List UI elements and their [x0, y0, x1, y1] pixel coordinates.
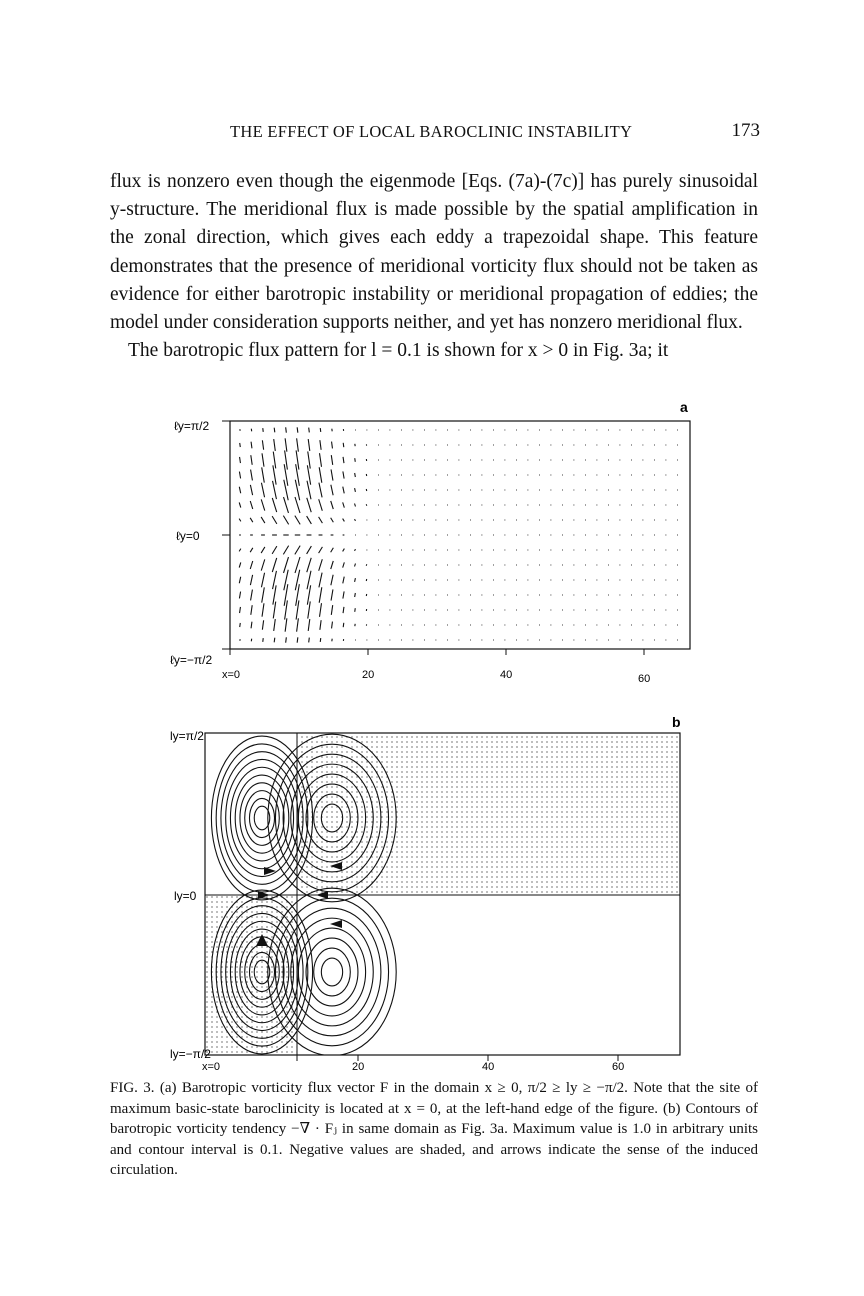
flux-vector [272, 558, 276, 572]
flux-vector [250, 518, 253, 522]
panel-b-ybot-label: ly=−π/2 [170, 1047, 211, 1061]
flux-vector [285, 438, 287, 451]
flux-vector [343, 471, 344, 478]
flux-vector [332, 622, 333, 629]
flux-vector [272, 516, 277, 524]
flux-vector [319, 499, 323, 510]
flux-vector [297, 438, 299, 451]
caption-fig-label: FIG. 3. [110, 1080, 155, 1096]
flux-vector [251, 590, 253, 601]
flux-vector [273, 602, 275, 619]
flux-vector [261, 559, 265, 570]
page-number: 173 [731, 120, 760, 141]
flux-vector [295, 546, 300, 555]
flux-vector [261, 499, 265, 510]
figure-3b [170, 714, 681, 1073]
figure-caption [110, 1078, 758, 1181]
flux-vector [239, 472, 240, 479]
panel-a-ytop-label: ℓy=π/2 [174, 419, 210, 433]
panel-a-label: a [680, 399, 688, 415]
flux-vector [319, 517, 323, 523]
flux-vector [331, 469, 333, 480]
flux-vector [332, 442, 333, 449]
flux-vector [355, 593, 356, 597]
flux-vector [261, 573, 264, 587]
flux-vector [343, 577, 344, 584]
flux-vector [355, 578, 356, 582]
flux-vector [262, 453, 264, 466]
flux-vector [261, 517, 265, 523]
paragraph-1: flux is nonzero even though the eigenmode [Eqs. (7a)-(7c)] has purely sinusoidal y-structure. The meridional flux is made possible by the spatial amplification in the zonal direction, which gives each eddy a trapezoidal shape. This feature demonstrates that the presence of meridional vorticity flux should not be taken as evidence for either barotropic instability or meridional propagation of eddies; the model under consideration supports neither, and yet has nonzero meridional flux. [110, 171, 758, 334]
flux-vector [320, 620, 321, 630]
contour-line [249, 798, 274, 837]
flux-vector [307, 516, 312, 524]
flux-vector [331, 548, 334, 552]
flux-vector [239, 549, 241, 552]
contour-line [240, 783, 284, 853]
panel-b-xtick-20: 20 [352, 1061, 365, 1073]
contour-line [235, 775, 289, 861]
flux-vector [343, 562, 345, 567]
flux-vector [240, 607, 241, 613]
flux-vector [261, 483, 264, 497]
flux-vector [262, 587, 265, 602]
panel-a-ybot-label: ℓy=−π/2 [170, 653, 213, 667]
flux-vector [343, 607, 344, 613]
flux-vector [283, 516, 288, 525]
flux-vector [320, 453, 322, 467]
flux-vector [319, 483, 322, 498]
panel-b-xtick-0: x=0 [202, 1061, 221, 1073]
flux-vector [262, 440, 263, 449]
flux-vector [286, 637, 287, 642]
paragraph-2: The barotropic flux pattern for l = 0.1 is shown for x > 0 in Fig. 3a; it [128, 340, 669, 362]
panel-a-ymid-label: ℓy=0 [176, 529, 200, 543]
flux-vector [250, 485, 252, 495]
panel-b-ticks [297, 1055, 618, 1061]
flux-vector [319, 547, 323, 553]
flux-vector [251, 442, 252, 449]
panel-b-xtick-40: 40 [482, 1061, 495, 1073]
flux-vector [286, 427, 287, 432]
flux-vector [285, 618, 287, 631]
flux-vector [273, 452, 275, 469]
panel-a-xtick-20: 20 [362, 669, 375, 681]
flux-vector [239, 592, 240, 599]
panel-a-xtick-60: 60 [638, 673, 651, 685]
flux-vector [343, 623, 344, 627]
flux-vector [297, 618, 299, 631]
flux-vector [355, 473, 356, 477]
contour-line [226, 759, 299, 876]
flux-vector [319, 573, 322, 588]
flux-vector [343, 443, 344, 447]
flux-vector [307, 498, 311, 512]
panel-b-ytop-label: ly=π/2 [170, 729, 204, 743]
flux-vector [250, 548, 253, 552]
panel-a-xtick-0: x=0 [222, 669, 241, 681]
flux-vector [319, 467, 322, 483]
flux-vector [308, 439, 310, 451]
flux-vector [355, 608, 356, 612]
contour-line [321, 958, 342, 986]
flux-vector [355, 504, 356, 507]
flux-vector [239, 519, 241, 522]
flux-vector [331, 455, 332, 465]
flux-vector [250, 575, 252, 585]
caption-text: (a) Barotropic vorticity flux vector F in the domain x ≥ 0, π/2 ≥ ly ≥ −π/2. Note that the site of maximum basic-state baroclinicity is located at x = 0, at the left-hand edge of the figure. (b) Contours of barotropic vorticity tendency −∇ · Fⱼ in same domain as Fig. 3a. Maximum value is 1.0 in arbitrary units and contour interval is 0.1. Negative values are shaded, and arrows indicate the sense of the induced circulation. [110, 1080, 759, 1179]
flux-vector [274, 619, 276, 631]
flux-vector [343, 519, 345, 522]
flux-vector [331, 605, 332, 615]
flux-vector [240, 443, 241, 447]
vector-field [239, 427, 678, 642]
flux-vector [239, 487, 240, 493]
flux-vector [240, 623, 241, 627]
flux-vector [331, 589, 333, 600]
flux-vector [297, 637, 298, 642]
flux-vector [343, 502, 345, 507]
flux-vector [331, 501, 334, 509]
flux-vector [239, 502, 241, 507]
flux-vector [308, 619, 310, 631]
flux-vector [274, 439, 276, 451]
flux-vector [261, 547, 265, 553]
flux-vector [308, 601, 310, 618]
flux-vector [331, 575, 333, 586]
flux-vector [343, 591, 344, 598]
flux-vector [295, 516, 300, 525]
flux-vector [239, 577, 240, 584]
flux-vector [274, 428, 275, 433]
contour-line [298, 928, 365, 1016]
flux-vector [319, 587, 322, 603]
flux-vector [251, 455, 252, 465]
flux-vector [307, 546, 312, 554]
flux-vector [297, 427, 298, 432]
flux-vector [251, 605, 252, 615]
flux-vector [309, 428, 310, 433]
flux-vector [262, 620, 263, 629]
panel-b-ymid-label: ly=0 [174, 889, 197, 903]
flux-vector [272, 546, 277, 554]
flux-vector [309, 638, 310, 643]
flux-vector [331, 485, 333, 496]
flux-vector [274, 638, 275, 643]
figure-3a [170, 399, 690, 685]
panel-b-xtick-60: 60 [612, 1061, 625, 1073]
flux-vector [240, 457, 241, 463]
flux-vector [272, 498, 276, 512]
flux-vector [307, 558, 311, 572]
flux-vector [355, 519, 356, 521]
contour-line [314, 948, 351, 996]
panel-a-xtick-40: 40 [500, 669, 513, 681]
flux-vector [343, 457, 344, 463]
flux-vector [343, 549, 345, 552]
flux-vector [355, 564, 356, 567]
flux-vector [262, 467, 265, 482]
running-head: THE EFFECT OF LOCAL BAROCLINIC INSTABILITY [230, 122, 633, 141]
flux-vector [250, 561, 252, 569]
flux-vector [355, 458, 356, 462]
flux-vector [355, 488, 356, 492]
flux-vector [262, 603, 264, 616]
flux-vector [251, 622, 252, 629]
flux-vector [319, 559, 323, 570]
flux-vector [343, 487, 344, 494]
flux-vector [320, 440, 321, 450]
panel-b-label: b [672, 714, 681, 730]
flux-vector [355, 549, 356, 551]
flux-vector [320, 603, 322, 617]
flux-vector [250, 501, 252, 509]
flux-vector [331, 518, 334, 522]
flux-vector [283, 546, 288, 555]
flux-vector [308, 451, 310, 468]
flux-vector [239, 562, 241, 567]
flux-vector [251, 470, 253, 481]
flux-vector [331, 561, 334, 569]
